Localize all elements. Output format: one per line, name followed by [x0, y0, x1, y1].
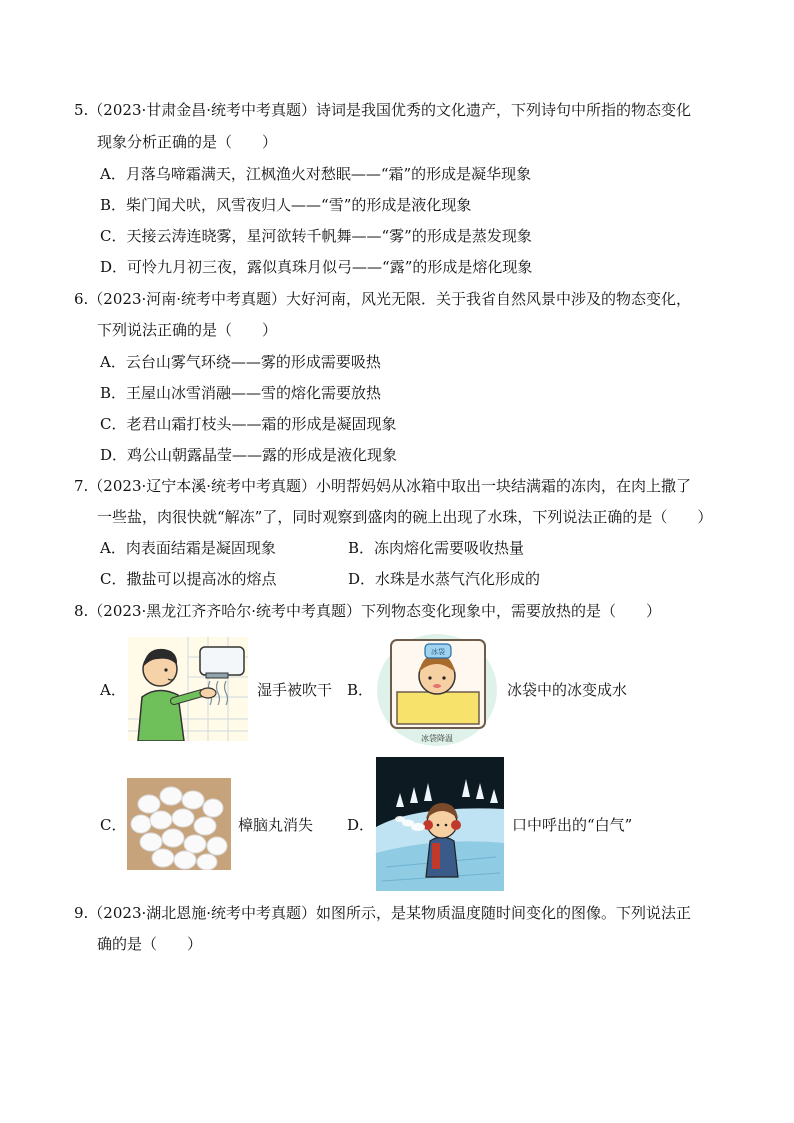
ice-bag-image — [375, 630, 500, 746]
mothballs-image — [127, 778, 231, 870]
q7-option-b: B．冻肉熔化需要吸收热量 — [348, 539, 525, 557]
q9-stem-line1: 9.（2023·湖北恩施·统考中考真题）如图所示，是某物质温度随时间变化的图像。下列说法正 — [74, 904, 692, 922]
q8-option-d-text: 口中呼出的“白气” — [512, 816, 633, 834]
q5-stem-line1: 5.（2023·甘肃金昌·统考中考真题）诗词是我国优秀的文化遗产，下列诗句中所指的物态变化 — [74, 101, 692, 119]
q7-stem-line1: 7.（2023·辽宁本溪·统考中考真题）小明帮妈妈从冰箱中取出一块结满霜的冻肉，在肉上撒了 — [74, 477, 692, 495]
q5-option-c: C．天接云涛连晓雾，星河欲转千帆舞——“雾”的形成是蒸发现象 — [100, 227, 532, 245]
q8-option-a-letter: A． — [100, 681, 126, 699]
q6-option-d: D．鸡公山朝露晶莹——露的形成是液化现象 — [100, 446, 398, 464]
q5-option-a: A．月落乌啼霜满天，江枫渔火对愁眠——“霜”的形成是凝华现象 — [100, 165, 532, 183]
q6-option-b: B．王屋山冰雪消融——雪的熔化需要放热 — [100, 384, 382, 402]
ice-bag-caption: 冰袋降温 — [421, 734, 453, 743]
q9-stem-line2: 确的是（ ） — [97, 935, 203, 953]
ice-bag-label: 冰袋 — [431, 648, 445, 656]
q7-option-a: A．肉表面结霜是凝固现象 — [100, 539, 276, 557]
q8-option-c-text: 樟脑丸消失 — [238, 816, 314, 834]
q8-option-a-text: 湿手被吹干 — [257, 681, 333, 699]
winter-breath-image — [376, 757, 504, 891]
q8-option-c-letter: C． — [100, 816, 127, 834]
q8-stem: 8.（2023·黑龙江齐齐哈尔·统考中考真题）下列物态变化现象中，需要放热的是（ ） — [74, 602, 662, 620]
q5-option-b: B．柴门闻犬吠，风雪夜归人——“雪”的形成是液化现象 — [100, 196, 472, 214]
q6-option-a: A．云台山雾气环绕——雾的形成需要吸热 — [100, 353, 381, 371]
q8-option-b-letter: B． — [347, 681, 374, 699]
q5-stem-line2: 现象分析正确的是（ ） — [97, 133, 278, 151]
q6-option-c: C．老君山霜打枝头——霜的形成是凝固现象 — [100, 415, 397, 433]
q7-option-d: D．水珠是水蒸气汽化形成的 — [348, 570, 541, 588]
q5-option-d: D．可怜九月初三夜，露似真珠月似弓——“露”的形成是熔化现象 — [100, 258, 533, 276]
q7-option-c: C．撒盐可以提高冰的熔点 — [100, 570, 277, 588]
q8-option-d-letter: D． — [347, 816, 375, 834]
q8-option-b-text: 冰袋中的冰变成水 — [507, 681, 628, 699]
q7-stem-line2: 一些盐，肉很快就“解冻”了，同时观察到盛肉的碗上出现了水珠，下列说法正确的是（ ） — [97, 508, 713, 526]
q6-stem-line1: 6.（2023·河南·统考中考真题）大好河南，风光无限．关于我省自然风景中涉及的物态变化， — [74, 290, 692, 308]
hand-dryer-image — [128, 637, 248, 741]
q6-stem-line2: 下列说法正确的是（ ） — [97, 321, 278, 339]
